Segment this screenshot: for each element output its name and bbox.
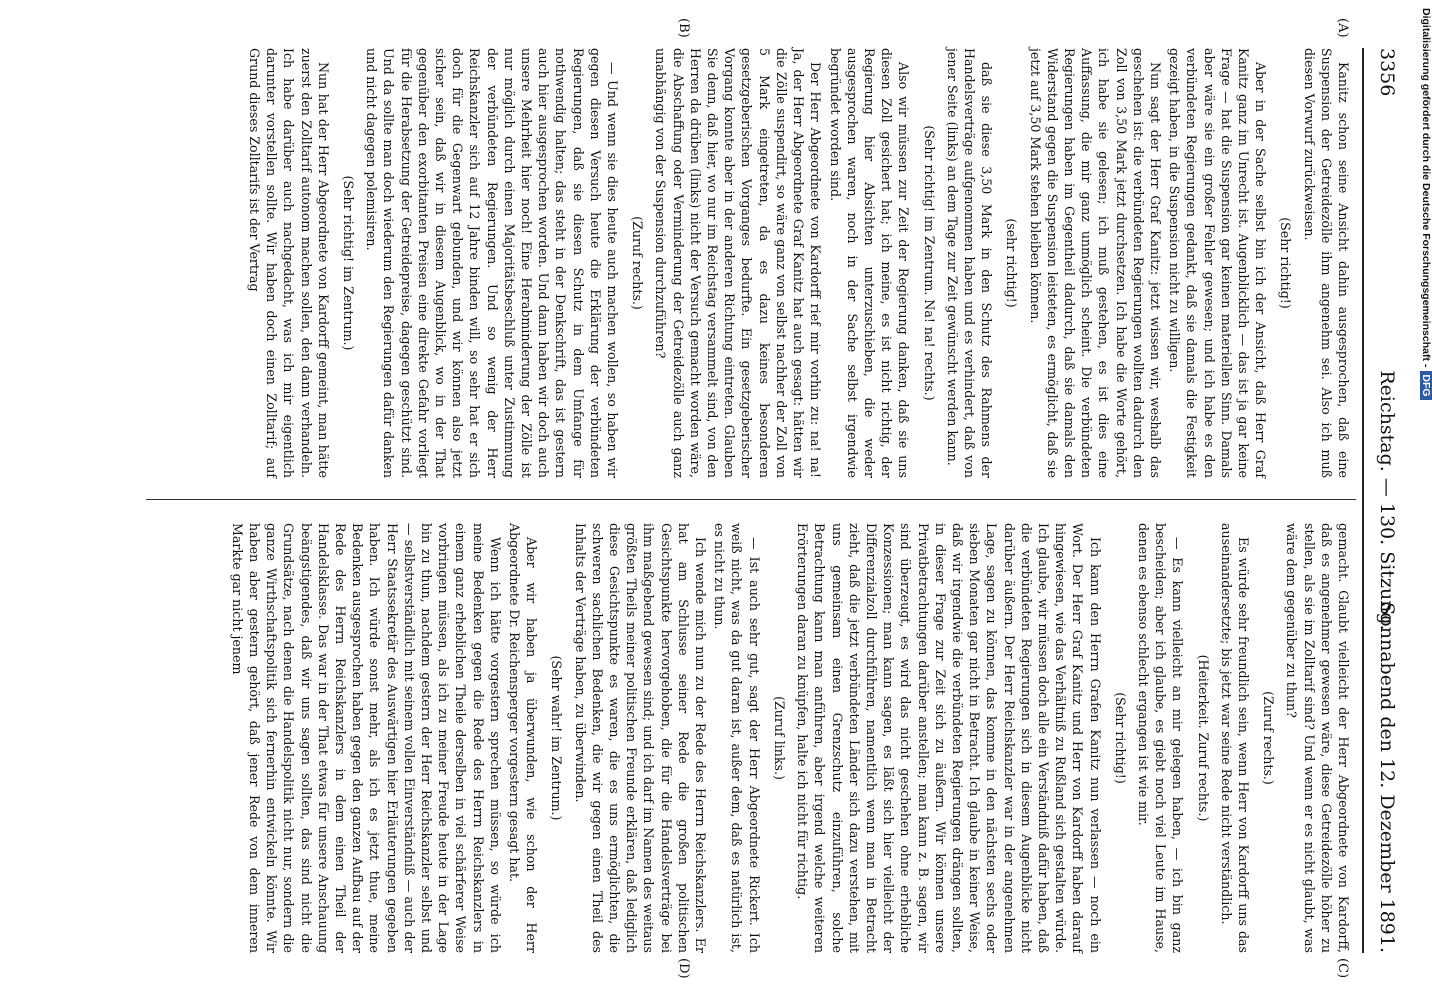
interjection: (Sehr richtig! im Zentrum.) (341, 175, 357, 351)
paragraph: Ich kann den Herrn Grafen Kanitz nun verlassen — noch ein Wort. Der Herr Graf Kanitz und Herr von Kardorff haben darauf hingewiesen, wie das Verhältniß zu Rußland sich gestalten würde. Ich glaube, wir müssen doch alle ein Verständniß dafür haben, daß die verbündeten Regierungen sich in diesem Augenblicke nicht darüber äußern. Der Herr Reichskanzler war in der angenehmen Lage, sagen zu können, das komme in den nächsten sechs oder sieben Monaten gar nicht in Betracht. Ich glaube in keiner Weise, daß wir irgendwie die verbündeten Regierungen drängen sollten, in dieser Frage zur Zeit sich zu äußern. Wir können unsere Privatbetrachtungen darüber anstellen; man kann z. B. sagen, wir sind überzeugt, es wird das nicht geschehen ohne erhebliche Konzessionen; man kann sagen, es läßt sich hier vielleicht der Differenzialzoll durchführen, namentlich wenn man in Betracht zieht, daß die jetzt verbündeten Länder sich dazu verstehen, mit uns gemeinsam einen Grenzschutz einzuführen, solche Betrachtung kann man anführen, aber irgend welche weiteren Erörterungen daran zu knüpfen, halte ich nicht für richtig. (795, 523, 1103, 953)
document-page (31, 8, 1416, 993)
paragraph: Nun sagt der Herr Graf Kanitz: jetzt wissen wir, weshalb das geschehen ist: die verbündeten Regierungen wollten dadurch den Zoll von 3,50 Mark jetzt durchsetzen. Ich habe die Worte gehört, ich habe sie gelesen; ich muß gestehen, es ist dies eine Auffassung, die mir ganz unmöglich scheint. Die verbündeten Regierungen haben im Gegentheil dadurch, daß sie damals den Widerstand gegen die Suspension leisteten, es ermöglicht, daß sie jetzt auf 3,50 Mark stehen bleiben können. (1027, 48, 1163, 478)
paragraph: Aber in der Sache selbst bin ich der Ansicht, daß Herr Graf Kanitz ganz im Unrecht ist. Augenblicklich — das ist ja gar keine Frage — hat die Suspension gar keinen materiellen Sinn. Damals aber wäre sie ein großer Fehler gewesen; und ich habe es den verbündeten Regierungen gedankt, daß sie damals die Festigkeit gezeigt haben, in die Suspension nicht zu willigen. (1167, 48, 1269, 478)
paragraph: Ich wende mich nun zu der Rede des Herrn Reichskanzlers. Er hat am Schlusse seiner Rede die großen politischen Gesichtspunkte hervorgehoben, die für die Handelsverträge bei ihm maßgebend gewesen sind; und ich darf im Namen des weitaus größten Theils meiner politischen Freunde erklären, daß lediglich diese Gesichtspunkte es waren, die es uns ermöglichten, die schweren sachlichen Bedenken, die wir gegen einen Theil des Inhalts der Verträge haben, zu überwinden. (572, 523, 709, 953)
dfg-logo: DFG (1420, 371, 1432, 399)
page-number: 3356 (1376, 48, 1398, 97)
paragraph: gemacht. Glaubt vielleicht der Herr Abgeordnete von Kardorff, daß es angenehmer gewesen wäre, diese Getreidezölle höher zu stellen, als sie im Zolltarif sind? Und wenn er es nicht glaubt, was wäre dem gegenüber zu thun? (1284, 523, 1351, 953)
margin-marker-d: (D) (676, 958, 691, 979)
interjection: (Zuruf links.) (771, 696, 787, 780)
paragraph: Also wir müssen zur Zeit der Regierung danken, daß sie uns diesen Zoll gesichert hat; ich meine, es ist nicht richtig, der Regierung hier Absichten unterzuschieben, die weder ausgesprochen waren, noch in der Sache selbst irgendwie begründet worden sind. (827, 48, 912, 478)
margin-marker-c: (C) (1335, 958, 1350, 979)
credit-text: Digitalisierung gefördert durch die Deutsche Forschungsgemeinschaft - (1420, 8, 1432, 368)
interjection: (Sehr wahr! im Zentrum.) (549, 655, 565, 821)
interjection: (sehr richtig!) (1004, 218, 1020, 308)
paragraph: Es würde sehr freundlich sein, wenn Herr von Kardorff uns das auseinandersetzte; bis jetzt war seine Rede nicht verständlich. (1218, 523, 1251, 953)
interjection: (Zuruf rechts.) (1261, 691, 1277, 785)
session-date: Sonnabend den 12. Dezember 1891. (1376, 602, 1398, 953)
page-header (1364, 48, 1398, 953)
paragraph: Wenn ich hätte vorgestern sprechen müssen, so würde ich meine Bedenken gegen die Rede des Herrn Reichskanzlers in einem ganz erheblichen Theile derselben in viel schärferer Weise vorbringen müssen, als ich zu meiner Freude heute in der Lage bin zu thun, nachdem gestern der Herr Reichskanzler selbst und — selbstverständlich mit seinem vollen Einverständniß — auch der Herr Staatssekretär des Auswärtigen hier Erläuterungen gegeben haben. Ich würde sonst mehr, als ich es jetzt thue, meine Bedenken ausgesprochen haben gegen den ganzen Aufbau auf der Rede des Herrn Reichskanzlers in dem einen Theil der Handelsklasse. Das war in der That etwas für unsere Anschauung beängstigendes, daß wir uns sagen sollten, das sind nicht die Grundsätze, nach denen die Handelspolitik nicht nur, sondern die ganze Wirthschaftspolitik sich fernerhin entwickeln könnte. Wir haben aber gestern gehört, daß jener Rede von dem inneren Markte gar nicht jenem (229, 523, 503, 953)
text-column-left (244, 48, 1352, 478)
margin-marker-a: (A) (1335, 18, 1350, 38)
paragraph: Nun hat der Herr Abgeordnete von Kardorff gemeint, man hätte zuerst den Zolltarif autonom machen sollen, den dann verhandeln. Ich habe darüber auch nachgedacht, was ich mir eigentlich darunter vorstellen sollte. Wir haben doch einen Zolltarif; auf Grund dieses Zolltarifs ist der Vertrag (247, 48, 331, 478)
paragraph: — Ist auch sehr gut, sagt der Herr Abgeordnete Rickert. Ich weiß nicht, was da gut daran ist, außer dem, daß es natürlich ist, es nicht zu thun. (712, 523, 762, 953)
paragraph: Aber wir haben ja überwunden, wie schon der Herr Abgeordnete Dr. Reichensperger vorgestern gesagt hat. (507, 523, 540, 953)
interjection: (Sehr richtig!) (1278, 217, 1294, 309)
text-column-right (227, 523, 1352, 953)
paragraph: daß sie diese 3,50 Mark in den Schutz des Rahmens der Handelsverträge aufgenommen haben und es verhindert, daß von jener Seite (links) an dem Tage zur Zeit gewünscht werden kann. (944, 48, 995, 478)
paragraph: Der Herr Abgeordnete von Kardorff rief mir vorhin zu: na! na! Ja, der Herr Abgeordnete Graf Kanitz hat auch gesagt: hätten wir die Zölle suspendirt, so wäre ganz von selbst nachher der Zoll von 5 Mark eingetreten, da es dazu keines besonderen gesetzgeberischen Vorganges bedurfte. Ein gesetzgeberischer Vorgang konnte aber in der anderen Richtung eintreten. Glauben Sie denn, daß hier, wo nur im Reichstag versammelt sind, von den Herren da drüben (links) nicht der Versuch gemacht worden wäre, die Abschaffung oder Verminderung der Getreidezölle auch ganz unabhängig von der Suspension durchzuführen? (653, 48, 824, 478)
paragraph: Kanitz schon seine Ansicht dahin ausgesprochen, daß eine Suspension der Getreidezölle ihm angenehm sei. Also ich muß diesen Vorwurf zurückweisen. (1301, 48, 1351, 478)
margin-marker-b: (B) (676, 18, 691, 38)
digitization-credit (1414, 0, 1432, 1008)
interjection: (Sehr richtig! im Zentrum. Na! na! rechts.) (921, 125, 937, 401)
header-rule (1362, 48, 1364, 953)
session-title: Reichstag. — 130. Sitzung. (1376, 370, 1398, 631)
interjection: (Sehr richtig!) (1112, 692, 1128, 784)
interjection: (Heiterkeit. Zuruf rechts.) (1195, 654, 1211, 822)
paragraph: — Und wenn sie dies heute auch machen wollen, so haben wir gegen diesen Versuch heute die Erklärung der verbündeten Regierungen, daß sie diesen Schutz in dem Umfange für nothwendig halten; das steht in der Denkschrift, das ist gestern auch hier ausgesprochen worden. Und dann haben wir doch auch unsere Mehrheit hier noch! Eine Herabminderung der Zölle ist nur möglich durch einen Majoritätsbeschluß unter Zustimmung der verbündeten Regierungen. Und so wenig der Herr Reichskanzler sich auf 12 Jahre binden will, so sehr hat er sich doch für die Gegenwart gebunden, und wir können also jetzt sicher sein, daß wir in diesem Augenblick, wo in der That gegenüber den exorbitanten Preisen eine direkte Gefahr vorliegt für die Herabsetzung der Getreidepreise, dagegen geschützt sind. Und da sollte man doch wiederum den Regierungen dafür danken und nicht dagegen polemisiren. (364, 48, 621, 478)
paragraph: — Es kann vielleicht an mir gelegen haben, — ich bin ganz bescheiden; aber ich glaube, es giebt noch viel Leute im Hause, denen es ebenso schlecht ergangen ist wie mir. (1135, 523, 1186, 953)
column-divider (146, 499, 1356, 500)
interjection: (Zuruf rechts.) (630, 216, 646, 310)
